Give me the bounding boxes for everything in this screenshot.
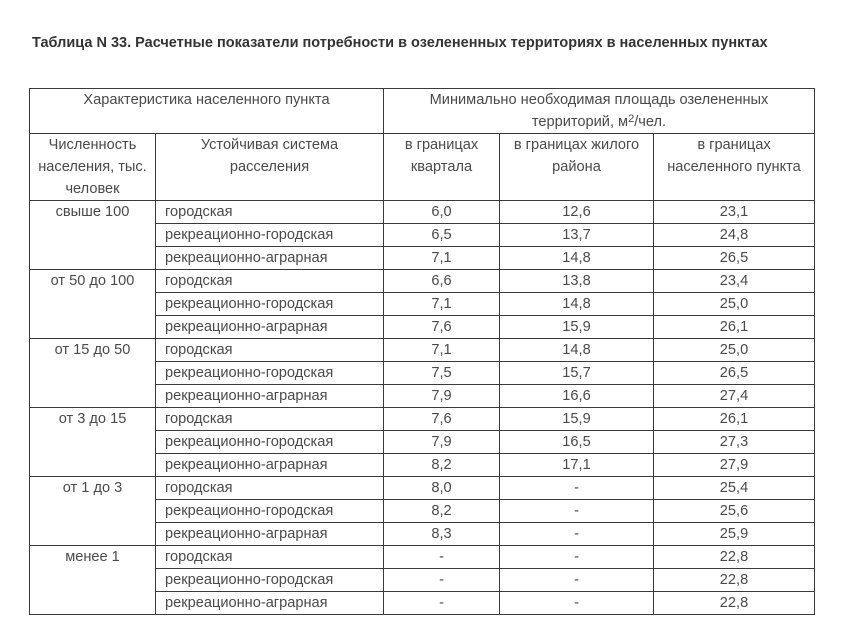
header-min-area-unit: территорий, м (531, 114, 629, 130)
district-value-cell: 13,7 (500, 224, 654, 247)
settlement-value-cell: 26,1 (654, 408, 815, 431)
district-value-cell: 12,6 (500, 201, 654, 224)
quarter-value-cell: - (384, 546, 500, 569)
header-quarter (384, 134, 500, 201)
table-body (30, 201, 815, 615)
settlement-value-cell: 25,0 (654, 339, 815, 362)
quarter-value-cell: 8,2 (384, 454, 500, 477)
header-settlement-text: в границах населенного пункта (667, 137, 801, 175)
quarter-value-cell: 7,6 (384, 408, 500, 431)
table-row (30, 339, 815, 362)
district-value-cell: - (500, 569, 654, 592)
quarter-value-cell: 7,9 (384, 385, 500, 408)
settlement-system-cell: городская (156, 477, 384, 500)
district-value-cell: 14,8 (500, 247, 654, 270)
quarter-value-cell: - (384, 569, 500, 592)
district-value-cell: - (500, 592, 654, 615)
quarter-value-cell: 6,0 (384, 201, 500, 224)
quarter-value-cell: - (384, 592, 500, 615)
district-value-cell: 14,8 (500, 293, 654, 316)
header-row-2 (30, 134, 815, 201)
header-characteristic-text: Характеристика населенного пункта (83, 92, 330, 108)
quarter-value-cell: 7,1 (384, 293, 500, 316)
header-settlement-system (156, 134, 384, 201)
quarter-value-cell: 7,5 (384, 362, 500, 385)
table-row (30, 408, 815, 431)
header-characteristic (30, 89, 384, 134)
district-value-cell: 13,8 (500, 270, 654, 293)
quarter-value-cell: 6,5 (384, 224, 500, 247)
district-value-cell: 16,5 (500, 431, 654, 454)
header-population-text: Численность населения, тыс. человек (38, 137, 147, 197)
header-min-area (384, 89, 815, 134)
quarter-value-cell: 8,0 (384, 477, 500, 500)
quarter-value-cell: 7,1 (384, 247, 500, 270)
population-cell: от 50 до 100 (30, 270, 156, 339)
settlement-system-cell: городская (156, 201, 384, 224)
settlement-value-cell: 22,8 (654, 546, 815, 569)
settlement-system-cell: рекреационно-городская (156, 362, 384, 385)
settlement-value-cell: 25,0 (654, 293, 815, 316)
table-row (30, 477, 815, 500)
settlement-system-cell: рекреационно-городская (156, 569, 384, 592)
settlement-value-cell: 22,8 (654, 592, 815, 615)
header-quarter-text: в границах квартала (404, 137, 479, 175)
district-value-cell: - (500, 500, 654, 523)
settlement-value-cell: 25,4 (654, 477, 815, 500)
population-cell: менее 1 (30, 546, 156, 615)
quarter-value-cell: 7,6 (384, 316, 500, 339)
settlement-system-cell: рекреационно-аграрная (156, 247, 384, 270)
population-cell: от 15 до 50 (30, 339, 156, 408)
population-cell: от 1 до 3 (30, 477, 156, 546)
page-title: Таблица N 33. Расчетные показатели потребности в озелененных территориях в населенных пунктах (32, 35, 768, 51)
header-min-area-line1: Минимально необходимая площадь озелененных (429, 92, 769, 108)
settlement-system-cell: рекреационно-аграрная (156, 523, 384, 546)
header-row-1 (30, 89, 815, 134)
settlement-system-cell: рекреационно-аграрная (156, 592, 384, 615)
quarter-value-cell: 8,2 (384, 500, 500, 523)
settlement-system-cell: городская (156, 546, 384, 569)
header-min-area-line2 (388, 111, 810, 133)
settlement-system-cell: городская (156, 408, 384, 431)
table-row (30, 270, 815, 293)
header-settlement (654, 134, 815, 201)
settlement-system-cell: рекреационно-городская (156, 293, 384, 316)
district-value-cell: - (500, 523, 654, 546)
quarter-value-cell: 7,9 (384, 431, 500, 454)
settlement-value-cell: 25,9 (654, 523, 815, 546)
table-row (30, 201, 815, 224)
settlement-value-cell: 26,5 (654, 362, 815, 385)
population-cell: от 3 до 15 (30, 408, 156, 477)
district-value-cell: 14,8 (500, 339, 654, 362)
header-min-area-sup: 2 (628, 113, 635, 125)
district-value-cell: 15,9 (500, 316, 654, 339)
settlement-system-cell: рекреационно-аграрная (156, 454, 384, 477)
settlement-system-cell: рекреационно-городская (156, 224, 384, 247)
district-value-cell: - (500, 477, 654, 500)
settlement-system-cell: рекреационно-аграрная (156, 316, 384, 339)
quarter-value-cell: 6,6 (384, 270, 500, 293)
settlement-value-cell: 23,1 (654, 201, 815, 224)
settlement-value-cell: 24,8 (654, 224, 815, 247)
header-settlement-system-text: Устойчивая система расселения (200, 137, 339, 175)
quarter-value-cell: 8,3 (384, 523, 500, 546)
district-value-cell: 15,7 (500, 362, 654, 385)
district-value-cell: 16,6 (500, 385, 654, 408)
settlement-system-cell: городская (156, 270, 384, 293)
settlement-value-cell: 27,9 (654, 454, 815, 477)
settlement-value-cell: 25,6 (654, 500, 815, 523)
header-residential-district (500, 134, 654, 201)
district-value-cell: 17,1 (500, 454, 654, 477)
settlement-system-cell: рекреационно-аграрная (156, 385, 384, 408)
settlement-value-cell: 27,3 (654, 431, 815, 454)
population-cell: свыше 100 (30, 201, 156, 270)
settlement-value-cell: 22,8 (654, 569, 815, 592)
settlement-system-cell: рекреационно-городская (156, 431, 384, 454)
settlement-system-cell: рекреационно-городская (156, 500, 384, 523)
district-value-cell: - (500, 546, 654, 569)
settlement-value-cell: 26,1 (654, 316, 815, 339)
table-row (30, 546, 815, 569)
quarter-value-cell: 7,1 (384, 339, 500, 362)
settlement-value-cell: 26,5 (654, 247, 815, 270)
settlement-value-cell: 23,4 (654, 270, 815, 293)
settlement-system-cell: городская (156, 339, 384, 362)
header-residential-district-text: в границах жилого района (513, 137, 640, 175)
green-areas-table (29, 88, 815, 615)
settlement-value-cell: 27,4 (654, 385, 815, 408)
header-min-area-per: /чел. (634, 114, 667, 130)
header-population (30, 134, 156, 201)
district-value-cell: 15,9 (500, 408, 654, 431)
